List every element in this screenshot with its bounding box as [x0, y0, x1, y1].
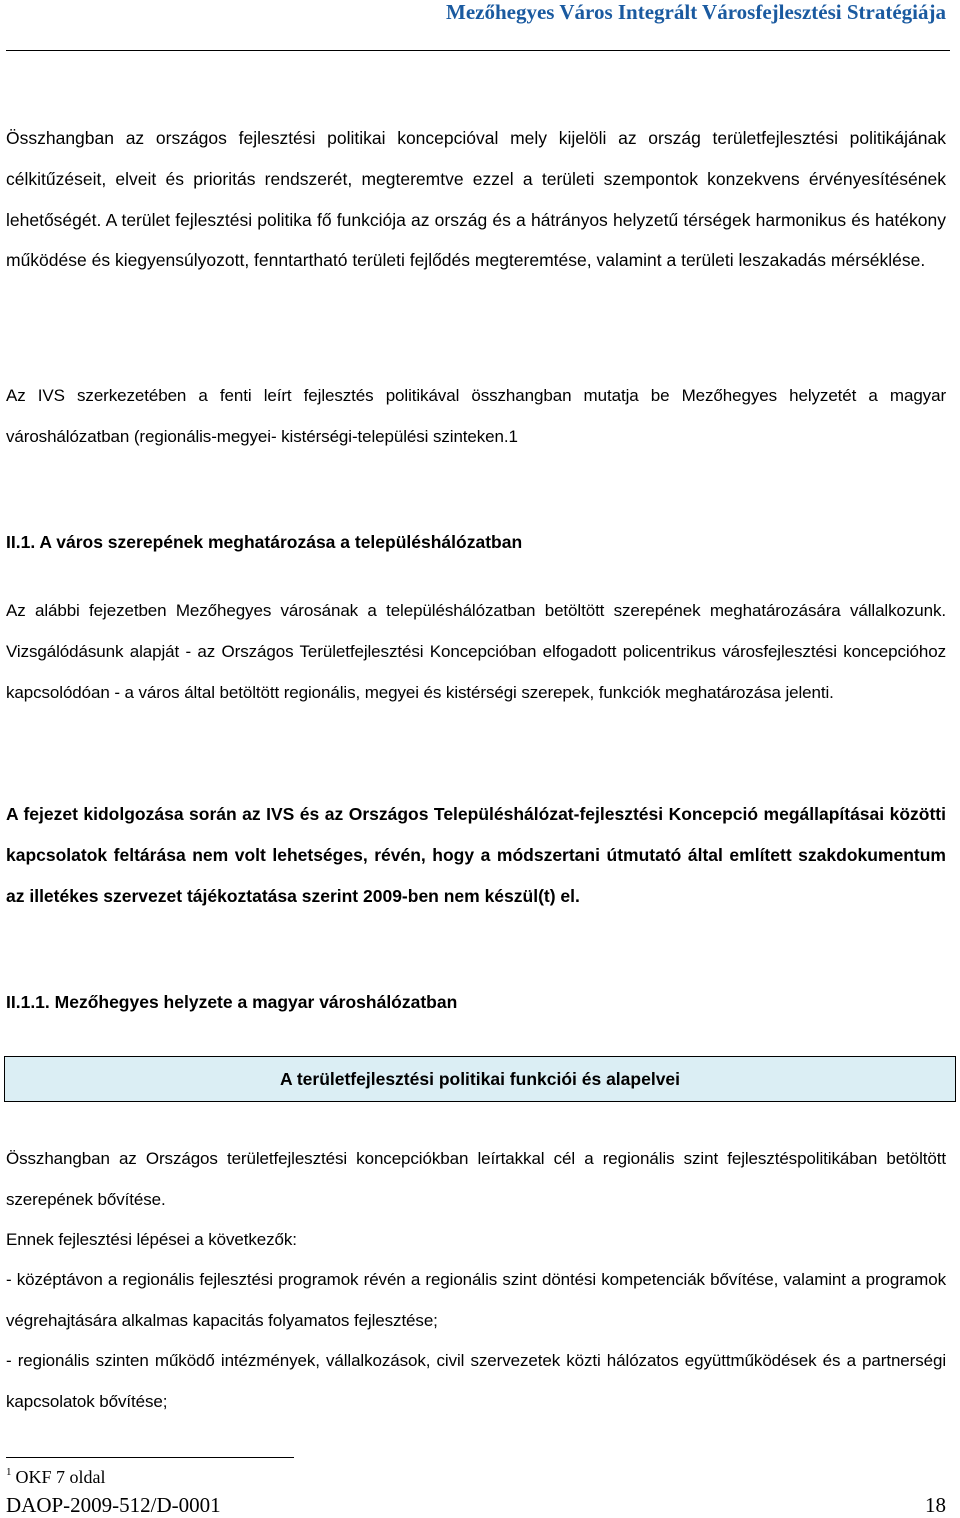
footnote-number: 1 — [6, 1466, 12, 1478]
footer-page-number: 18 — [925, 1493, 946, 1517]
section-heading-ii-1-1: II.1.1. Mezőhegyes helyzete a magyar városhálózatban — [6, 992, 458, 1012]
footnote-text: OKF 7 oldal — [15, 1467, 106, 1487]
paragraph-intro: Összhangban az országos fejlesztési politikai koncepcióval mely kijelöli az ország területfejlesztési politikájának célkitűzéseit, elveit és prioritás rendszerét, megteremtve ezzel a területi szempontok konzekvens érvényesítésének lehetőségét. A terület fejlesztési politika fő funkciója az ország és a hátrányos helyzetű térségek harmonikus és hatékony működése és kiegyensúlyozott, fenntartható területi fejlődés megteremtése, valamint a területi leszakadás mérséklése. — [6, 128, 946, 271]
paragraph-chapter-scope: Az alábbi fejezetben Mezőhegyes városának a településhálózatban betöltött szerepének meghatározására vállalkozunk. Vizsgálódásunk alapját - az Országos Területfejlesztési Koncepcióban elfogadott policentrikus városfejlesztési koncepcióhoz kapcsolódóan - a város által betöltött regionális, megyei és kistérségi szerepek, funkciók meghatározása jelenti. — [6, 601, 946, 702]
footer-doc-id: DAOP-2009-512/D-0001 — [6, 1493, 221, 1517]
list-item-networks: - regionális szinten működő intézmények, vállalkozások, civil szervezetek közti hálózatos együttműködések és a partnerségi kapcsolatok bővítése; — [6, 1351, 946, 1411]
paragraph-regional-level: Összhangban az Országos területfejlesztési koncepciókban leírtakkal cél a regionális szint fejlesztéspolitikában betöltött szerepének bővítése. — [6, 1149, 946, 1209]
footnote — [6, 1466, 106, 1488]
list-item-midterm: - középtávon a regionális fejlesztési programok révén a regionális szint döntési kompetenciák bővítése, valamint a programok végrehajtására alkalmas kapacitás folyamatos fejlesztése; — [6, 1270, 946, 1330]
paragraph-ivs-structure: Az IVS szerkezetében a fenti leírt fejlesztés politikával összhangban mutatja be Mezőhegyes helyzetét a magyar városhálózatban (regionális-megyei- kistérségi-települési szinteken.1 — [6, 386, 946, 446]
page-header-title: Mezőhegyes Város Integrált Városfejlesztési Stratégiája — [446, 0, 946, 24]
highlight-box-title: A területfejlesztési politikai funkciói és alapelvei — [4, 1056, 956, 1102]
section-heading-ii-1: II.1. A város szerepének meghatározása a településhálózatban — [6, 532, 523, 552]
header-divider — [6, 50, 950, 51]
paragraph-steps-intro: Ennek fejlesztési lépései a következők: — [6, 1230, 297, 1249]
paragraph-methodology-note: A fejezet kidolgozása során az IVS és az Országos Településhálózat-fejlesztési Koncepció megállapításai közötti kapcsolatok feltárása nem volt lehetséges, révén, hogy a módszertani útmutató által említett szakdokumentum az illetékes szervezet tájékoztatása szerint 2009-ben nem készül(t) el. — [6, 804, 946, 906]
footnote-divider — [6, 1457, 294, 1458]
